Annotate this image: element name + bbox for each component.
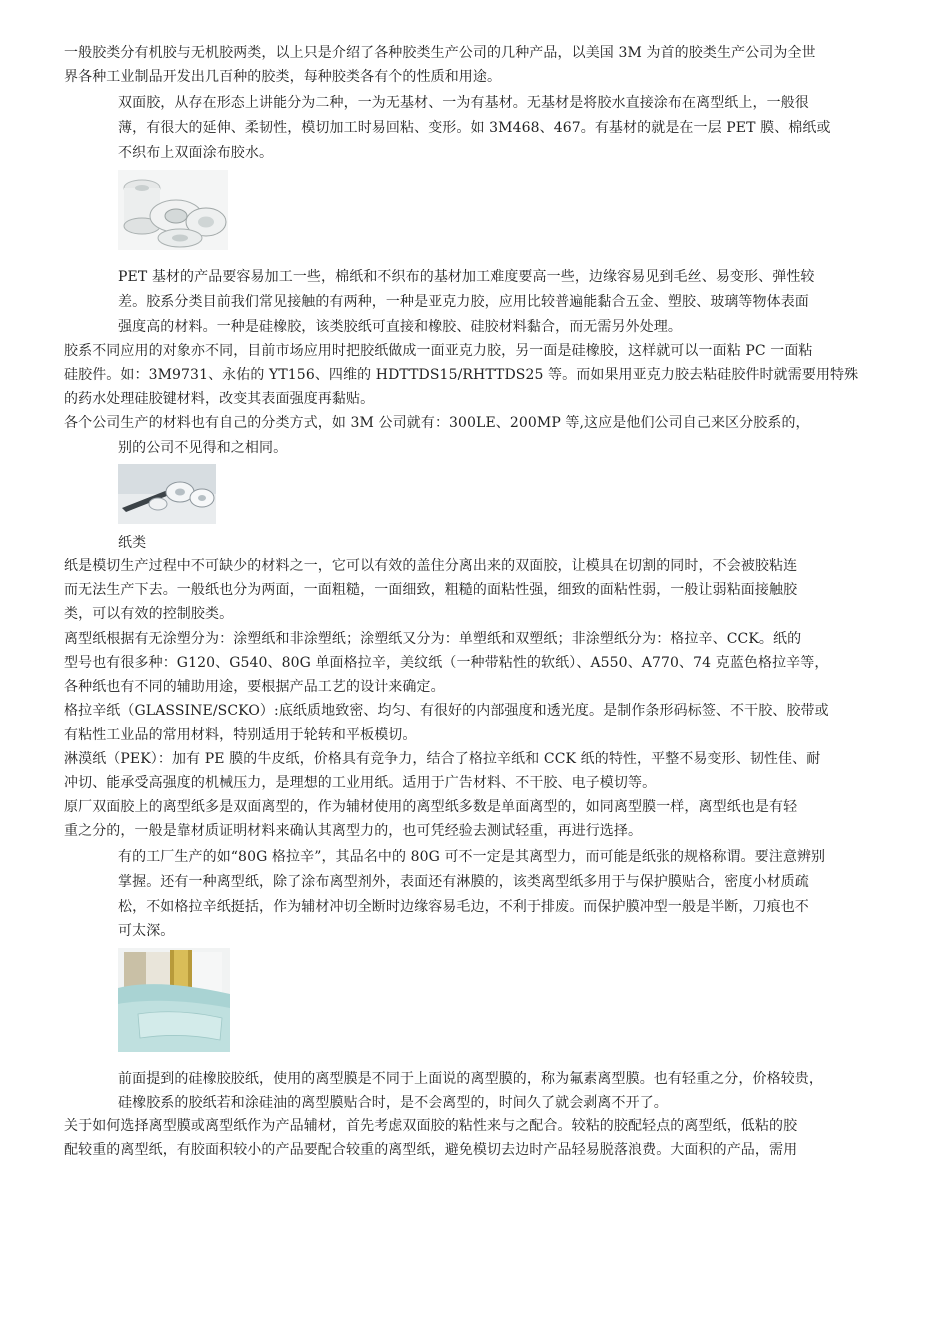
para7-line-3: 各种纸也有不同的辅助用途，要根据产品工艺的设计来确定。 [64,679,445,695]
para11-line-4: 可太深。 [118,923,175,939]
para6-line-3: 类，可以有效的控制胶类。 [64,606,234,622]
para7-line-1: 离型纸根据有无涂塑分为：涂塑纸和非涂塑纸；涂塑纸又分为：单塑纸和双塑纸；非涂塑纸分为：格拉辛、CCK。纸的 [64,631,802,647]
para6-line-2: 而无法生产下去。一般纸也分为两面，一面粗糙，一面细致，粗糙的面粘性强，细致的面粘性弱，一般让弱粘面接触胶 [64,582,798,598]
para8-line-2: 有粘性工业品的常用材料，特别适用于轮转和平板模切。 [64,727,417,743]
release-paper-image [118,948,230,1052]
para5-line-2: 别的公司不见得和之相同。 [118,440,288,456]
para5-line-1: 各个公司生产的材料也有自己的分类方式，如 3M 公司就有：300LE、200MP 等,这应是他们公司自己来区分胶系的， [64,415,810,431]
para2-line-3: 不织布上双面涂布胶水。 [118,145,274,161]
para10-line-2: 重之分的，一般是靠材质证明材料来确认其离型力的，也可凭经验去测试轻重，再进行选择。 [64,823,643,839]
para8-line-1: 格拉辛纸（GLASSINE/SCKO）:底纸质地致密、均匀、有很好的内部强度和透光度。是制作条形码标签、不干胶、胶带或 [64,703,829,719]
para2-line-2: 薄，有很大的延伸、柔韧性，模切加工时易回粘、变形。如 3M468、467。有基材的就是在一层 PET 膜、棉纸或 [118,120,831,136]
para3-line-1: PET 基材的产品要容易加工一些，棉纸和不织布的基材加工难度要高一些，边缘容易见到毛丝、易变形、弹性较 [118,269,815,285]
para4-line-2: 硅胶件。如：3M9731、永佑的 YT156、四维的 HDTTDS15/RHTTDS25 等。而如果用亚克力胶去粘硅胶件时就需要用特殊 [64,367,859,383]
para13-line-1: 关于如何选择离型膜或离型纸作为产品辅材，首先考虑双面胶的粘性来与之配合。较粘的胶配轻点的离型纸，低粘的胶 [64,1118,798,1134]
tape-rolls-small-image [118,464,216,524]
para11-line-1: 有的工厂生产的如“80G 格拉辛”，其品名中的 80G 可不一定是其离型力，而可能是纸张的规格称谓。要注意辨别 [118,849,826,865]
section-title-paper: 纸类 [118,535,147,551]
para12-line-2: 硅橡胶系的胶纸若和涂硅油的离型膜贴合时，是不会离型的，时间久了就会剥离不开了。 [118,1095,668,1111]
para9-line-1: 淋漠纸（PEK）：加有 PE 膜的牛皮纸，价格具有竞争力，结合了格拉辛纸和 CCK 纸的特性，平整不易变形、韧性佳、耐 [64,751,821,767]
para11-line-2: 掌握。还有一种离型纸，除了涂布离型剂外，表面还有淋膜的，该类离型纸多用于与保护膜贴合，密度小材质疏 [118,874,809,890]
para3-line-3: 强度高的材料。一种是硅橡胶，该类胶纸可直接和橡胶、硅胶材料黏合，而无需另外处理。 [118,319,682,335]
para4-line-3: 的药水处理硅胶键材料，改变其表面强度再黏贴。 [64,391,375,407]
para3-line-2: 差。胶系分类目前我们常见接触的有两种，一种是亚克力胶，应用比较普遍能黏合五金、塑胶、玻璃等物体表面 [118,294,809,310]
para1-line-1: 一般胶类分有机胶与无机胶两类，以上只是介绍了各种胶类生产公司的几种产品，以美国 3M 为首的胶类生产公司为全世 [64,45,816,61]
para4-line-1: 胶系不同应用的对象亦不同，目前市场应用时把胶纸做成一面亚克力胶，另一面是硅橡胶，这样就可以一面粘 PC 一面粘 [64,343,813,359]
para2-line-1: 双面胶，从存在形态上讲能分为二种，一为无基材、一为有基材。无基材是将胶水直接涂布在离型纸上，一般很 [118,95,809,111]
para1-line-2: 界各种工业制品开发出几百种的胶类，每种胶类各有个的性质和用途。 [64,69,502,85]
para6-line-1: 纸是模切生产过程中不可缺少的材料之一，它可以有效的盖住分离出来的双面胶，让模具在切割的同时，不会被胶粘连 [64,558,798,574]
para10-line-1: 原厂双面胶上的离型纸多是双面离型的，作为辅材使用的离型纸多数是单面离型的，如同离型膜一样，离型纸也是有轻 [64,799,798,815]
para13-line-2: 配较重的离型纸，有胶面积较小的产品要配合较重的离型纸，避免模切去边时产品轻易脱落浪费。大面积的产品，需用 [64,1142,798,1158]
tape-rolls-image [118,170,228,250]
para12-line-1: 前面提到的硅橡胶胶纸，使用的离型膜是不同于上面说的离型膜的，称为氟素离型膜。也有轻重之分，价格较贵， [118,1071,823,1087]
para9-line-2: 冲切、能承受高强度的机械压力，是理想的工业用纸。适用于广告材料、不干胶、电子模切等。 [64,775,657,791]
para7-line-2: 型号也有很多种：G120、G540、80G 单面格拉辛，美纹纸（一种带粘性的软纸）、A550、A770、74 克蓝色格拉辛等， [64,655,829,671]
para11-line-3: 松，不如格拉辛纸挺括，作为辅材冲切全断时边缘容易毛边，不利于排废。而保护膜冲型一般是半断，刀痕也不 [118,899,809,915]
